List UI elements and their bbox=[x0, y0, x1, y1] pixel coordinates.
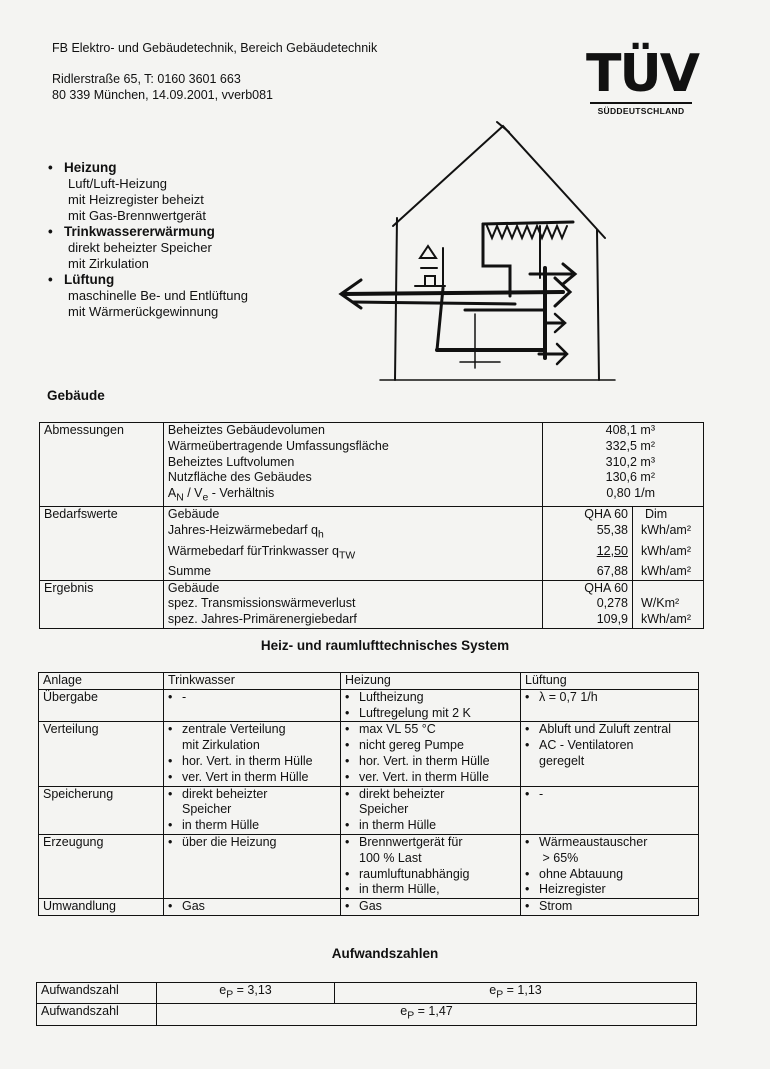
cell-line bbox=[168, 754, 336, 770]
cell-text: Speicher bbox=[359, 802, 409, 817]
gebaeude-table bbox=[39, 422, 704, 629]
cell-text: raumluftunabhängig bbox=[359, 866, 470, 881]
cell-hz bbox=[341, 899, 521, 916]
system-line: maschinelle Be- und Entlüftung bbox=[68, 288, 248, 303]
cell-line bbox=[168, 802, 336, 818]
cell-line bbox=[168, 722, 336, 738]
row-label: Beheiztes Gebäudevolumen bbox=[163, 423, 542, 439]
cell-line bbox=[345, 802, 516, 818]
system-lueftung: • Lüftung maschinelle Be- und Entlüftung mit Wärmerückgewinnung bbox=[48, 272, 338, 320]
bullet: • bbox=[345, 866, 350, 881]
cell-line bbox=[168, 738, 336, 754]
cell-text: ohne Abtauung bbox=[539, 866, 624, 881]
cell-text: über die Heizung bbox=[182, 834, 277, 849]
column-header: Lüftung bbox=[521, 673, 699, 690]
cell-text: in therm Hülle bbox=[359, 818, 437, 833]
cell-text: hor. Vert. in therm Hülle bbox=[359, 753, 490, 768]
table-header-row bbox=[39, 673, 699, 690]
cell-line bbox=[525, 851, 694, 867]
header-date-line: 80 339 München, 14.09.2001, vverb081 bbox=[52, 88, 274, 102]
cell-text: - bbox=[539, 786, 544, 801]
row-value: 109,9 bbox=[543, 612, 633, 628]
row-unit: kWh/am² bbox=[633, 544, 704, 564]
bullet: • bbox=[168, 899, 173, 914]
table-row bbox=[39, 834, 699, 898]
cell-text: ver. Vert in therm Hülle bbox=[182, 769, 309, 784]
cell-line bbox=[168, 787, 336, 803]
cell-text: in therm Hülle, bbox=[359, 882, 440, 897]
cell-line bbox=[345, 818, 516, 834]
cell-tw bbox=[164, 834, 341, 898]
row-value: 130,6 m² bbox=[543, 470, 704, 486]
row-value: QHA 60 bbox=[543, 580, 633, 596]
bullet: • bbox=[168, 786, 173, 801]
cell-line bbox=[525, 835, 694, 851]
bullet: • bbox=[345, 786, 350, 801]
bullet: • bbox=[345, 738, 350, 753]
system-line: mit Heizregister beheizt bbox=[68, 192, 204, 207]
row-label: Jahres-Heizwärmebedarf $q_h$ bbox=[163, 523, 542, 543]
cell-text: hor. Vert. in therm Hülle bbox=[182, 753, 313, 768]
row-label: Gebäude bbox=[163, 580, 542, 596]
cell-line bbox=[345, 851, 516, 867]
row-unit: kWh/am² bbox=[633, 523, 704, 543]
column-header: Trinkwasser bbox=[164, 673, 341, 690]
cell-text: Gas bbox=[359, 899, 382, 914]
row-label: $A_N / V_e$ - Verhältnis bbox=[163, 486, 542, 507]
row-label: Verteilung bbox=[39, 722, 164, 786]
cell-text: λ = 0,7 1/h bbox=[539, 689, 598, 704]
cell-hz bbox=[341, 834, 521, 898]
row-value: 55,38 bbox=[543, 523, 633, 543]
cell-text: direkt beheizter bbox=[359, 786, 445, 801]
cell-text: AC - Ventilatoren bbox=[539, 738, 634, 753]
system-line: Luft/Luft-Heizung bbox=[68, 176, 168, 191]
cell-line bbox=[345, 706, 516, 722]
row-label: Nutzfläche des Gebäudes bbox=[163, 470, 542, 486]
cell-line bbox=[345, 787, 516, 803]
group-label: Bedarfswerte bbox=[40, 507, 164, 580]
system-line: direkt beheizter Speicher bbox=[68, 240, 212, 255]
cell-text: nicht gereg Pumpe bbox=[359, 738, 464, 753]
system-title: Heiz- und raumlufttechnisches System bbox=[260, 638, 510, 653]
group-label: Ergebnis bbox=[40, 580, 164, 628]
cell-lu bbox=[521, 722, 699, 786]
cell-hz bbox=[341, 689, 521, 722]
row-label: spez. Jahres-Primärenergiebedarf bbox=[163, 612, 542, 628]
group-label: Abmessungen bbox=[40, 423, 164, 507]
cell-text: Strom bbox=[539, 899, 573, 914]
cell-line bbox=[168, 835, 336, 851]
cell-text: > 65% bbox=[539, 850, 579, 865]
logo-text: TÜV bbox=[586, 44, 698, 104]
row-label: Speicherung bbox=[39, 786, 164, 834]
row-label: Umwandlung bbox=[39, 899, 164, 916]
bullet: • bbox=[168, 769, 173, 784]
row-unit: kWh/am² bbox=[633, 564, 704, 580]
bullet: • bbox=[525, 786, 530, 801]
cell-line bbox=[168, 770, 336, 786]
table-row bbox=[40, 423, 704, 439]
bullet: • bbox=[345, 769, 350, 784]
row-label: Übergabe bbox=[39, 689, 164, 722]
cell-line bbox=[525, 722, 694, 738]
bullet: • bbox=[525, 866, 530, 881]
row-value: 310,2 m³ bbox=[543, 455, 704, 471]
row-value: 12,50 bbox=[543, 544, 633, 564]
column-header: Heizung bbox=[341, 673, 521, 690]
row-value: QHA 60 bbox=[543, 507, 633, 523]
row-unit: W/Km² bbox=[633, 596, 704, 612]
row-value: 332,5 m² bbox=[543, 439, 704, 455]
system-line: mit Zirkulation bbox=[68, 256, 149, 271]
bullet: • bbox=[525, 834, 530, 849]
row-unit: kWh/am² bbox=[633, 612, 704, 628]
row-value: 0,278 bbox=[543, 596, 633, 612]
table-row bbox=[39, 899, 699, 916]
cell-lu bbox=[521, 834, 699, 898]
logo-subtext: SÜDDEUTSCHLAND bbox=[597, 106, 685, 116]
cell-line bbox=[345, 738, 516, 754]
cell-line bbox=[168, 818, 336, 834]
bullet: • bbox=[168, 753, 173, 768]
cell-text: mit Zirkulation bbox=[182, 738, 260, 753]
cell-text: max VL 55 °C bbox=[359, 722, 436, 737]
bullet: • bbox=[525, 689, 530, 704]
cell-line bbox=[525, 787, 694, 803]
systems-list bbox=[48, 160, 338, 320]
bullet: • bbox=[345, 834, 350, 849]
cell-text: 100 % Last bbox=[359, 850, 422, 865]
row-label: Beheiztes Luftvolumen bbox=[163, 455, 542, 471]
row-unit bbox=[633, 580, 704, 596]
cell-line bbox=[525, 899, 694, 915]
aufwand-table bbox=[36, 982, 697, 1026]
cell-line bbox=[345, 882, 516, 898]
system-title: Lüftung bbox=[64, 272, 115, 287]
header-address: Ridlerstraße 65, T: 0160 3601 663 bbox=[52, 72, 241, 86]
cell-line bbox=[168, 899, 336, 915]
aufwand-value: $e_P = 3,13$ bbox=[157, 983, 335, 1004]
cell-text: - bbox=[182, 689, 187, 704]
cell-line bbox=[525, 754, 694, 770]
row-value: 0,80 1/m bbox=[543, 486, 704, 507]
cell-line bbox=[525, 867, 694, 883]
bullet: • bbox=[525, 738, 530, 753]
row-label: Summe bbox=[163, 564, 542, 580]
table-row bbox=[37, 983, 697, 1004]
cell-line bbox=[345, 722, 516, 738]
house-sketch bbox=[325, 118, 625, 390]
bullet: • bbox=[525, 882, 530, 897]
table-row bbox=[39, 689, 699, 722]
cell-line bbox=[168, 690, 336, 706]
row-label: spez. Transmissionswärmeverlust bbox=[163, 596, 542, 612]
system-table bbox=[38, 672, 699, 916]
cell-text: in therm Hülle bbox=[182, 818, 260, 833]
row-label: Wärmebedarf fürTrinkwasser $q_{TW}$ bbox=[163, 544, 542, 564]
cell-line bbox=[345, 690, 516, 706]
system-heizung: • Heizung Luft/Luft-Heizung mit Heizregister beheizt mit Gas-Brennwertgerät bbox=[48, 160, 338, 224]
system-title: Heizung bbox=[64, 160, 117, 175]
cell-tw bbox=[164, 722, 341, 786]
bullet: • bbox=[525, 722, 530, 737]
aufwand-value: $e_P = 1,47$ bbox=[157, 1004, 697, 1025]
cell-text: Speicher bbox=[182, 802, 232, 817]
cell-tw bbox=[164, 899, 341, 916]
bullet: • bbox=[168, 722, 173, 737]
cell-line bbox=[345, 770, 516, 786]
bullet: • bbox=[168, 689, 173, 704]
cell-tw bbox=[164, 786, 341, 834]
system-line: mit Gas-Brennwertgerät bbox=[68, 208, 206, 223]
column-header: Anlage bbox=[39, 673, 164, 690]
cell-text: zentrale Verteilung bbox=[182, 722, 286, 737]
row-value: 67,88 bbox=[543, 564, 633, 580]
bullet: • bbox=[168, 834, 173, 849]
aufwand-title: Aufwandszahlen bbox=[331, 946, 439, 961]
bullet: • bbox=[525, 899, 530, 914]
bullet: • bbox=[168, 818, 173, 833]
cell-text: Luftregelung mit 2 K bbox=[359, 705, 471, 720]
cell-line bbox=[345, 754, 516, 770]
bullet: • bbox=[345, 899, 350, 914]
bullet: • bbox=[345, 689, 350, 704]
system-trinkwasser: • Trinkwassererwärmung direkt beheizter Speicher mit Zirkulation bbox=[48, 224, 338, 272]
row-label: Erzeugung bbox=[39, 834, 164, 898]
row-label: Aufwandszahl bbox=[37, 983, 157, 1004]
cell-line bbox=[345, 899, 516, 915]
cell-tw bbox=[164, 689, 341, 722]
cell-text: geregelt bbox=[539, 753, 585, 768]
cell-lu bbox=[521, 899, 699, 916]
aufwand-value: $e_P = 1,13$ bbox=[335, 983, 697, 1004]
row-label: Wärmeübertragende Umfassungsfläche bbox=[163, 439, 542, 455]
cell-text: Luftheizung bbox=[359, 689, 424, 704]
table-row bbox=[40, 580, 704, 596]
bullet: • bbox=[345, 705, 350, 720]
cell-text: Gas bbox=[182, 899, 205, 914]
cell-text: Heizregister bbox=[539, 882, 606, 897]
cell-lu bbox=[521, 689, 699, 722]
bullet: • bbox=[345, 818, 350, 833]
cell-hz bbox=[341, 722, 521, 786]
table-row bbox=[40, 507, 704, 523]
table-row bbox=[37, 1004, 697, 1025]
system-line: mit Wärmerückgewinnung bbox=[68, 304, 219, 319]
row-unit: Dim bbox=[633, 507, 704, 523]
cell-hz bbox=[341, 786, 521, 834]
cell-line bbox=[525, 738, 694, 754]
system-title: Trinkwassererwärmung bbox=[64, 224, 215, 239]
cell-text: direkt beheizter bbox=[182, 786, 268, 801]
cell-text: Abluft und Zuluft zentral bbox=[539, 722, 672, 737]
tuev-logo bbox=[586, 44, 698, 116]
cell-line bbox=[345, 867, 516, 883]
row-label: Aufwandszahl bbox=[37, 1004, 157, 1025]
cell-text: Brennwertgerät für bbox=[359, 834, 463, 849]
table-row bbox=[39, 722, 699, 786]
cell-line bbox=[525, 690, 694, 706]
bullet: • bbox=[345, 753, 350, 768]
header-org: FB Elektro- und Gebäudetechnik, Bereich Gebäudetechnik bbox=[52, 41, 378, 55]
bullet: • bbox=[345, 722, 350, 737]
cell-text: Wärmeaustauscher bbox=[539, 834, 648, 849]
row-label: Gebäude bbox=[163, 507, 542, 523]
table-row bbox=[39, 786, 699, 834]
cell-line bbox=[345, 835, 516, 851]
cell-text: ver. Vert. in therm Hülle bbox=[359, 769, 489, 784]
bullet: • bbox=[345, 882, 350, 897]
cell-line bbox=[525, 882, 694, 898]
gebaeude-title: Gebäude bbox=[47, 388, 105, 403]
row-value: 408,1 m³ bbox=[543, 423, 704, 439]
cell-lu bbox=[521, 786, 699, 834]
